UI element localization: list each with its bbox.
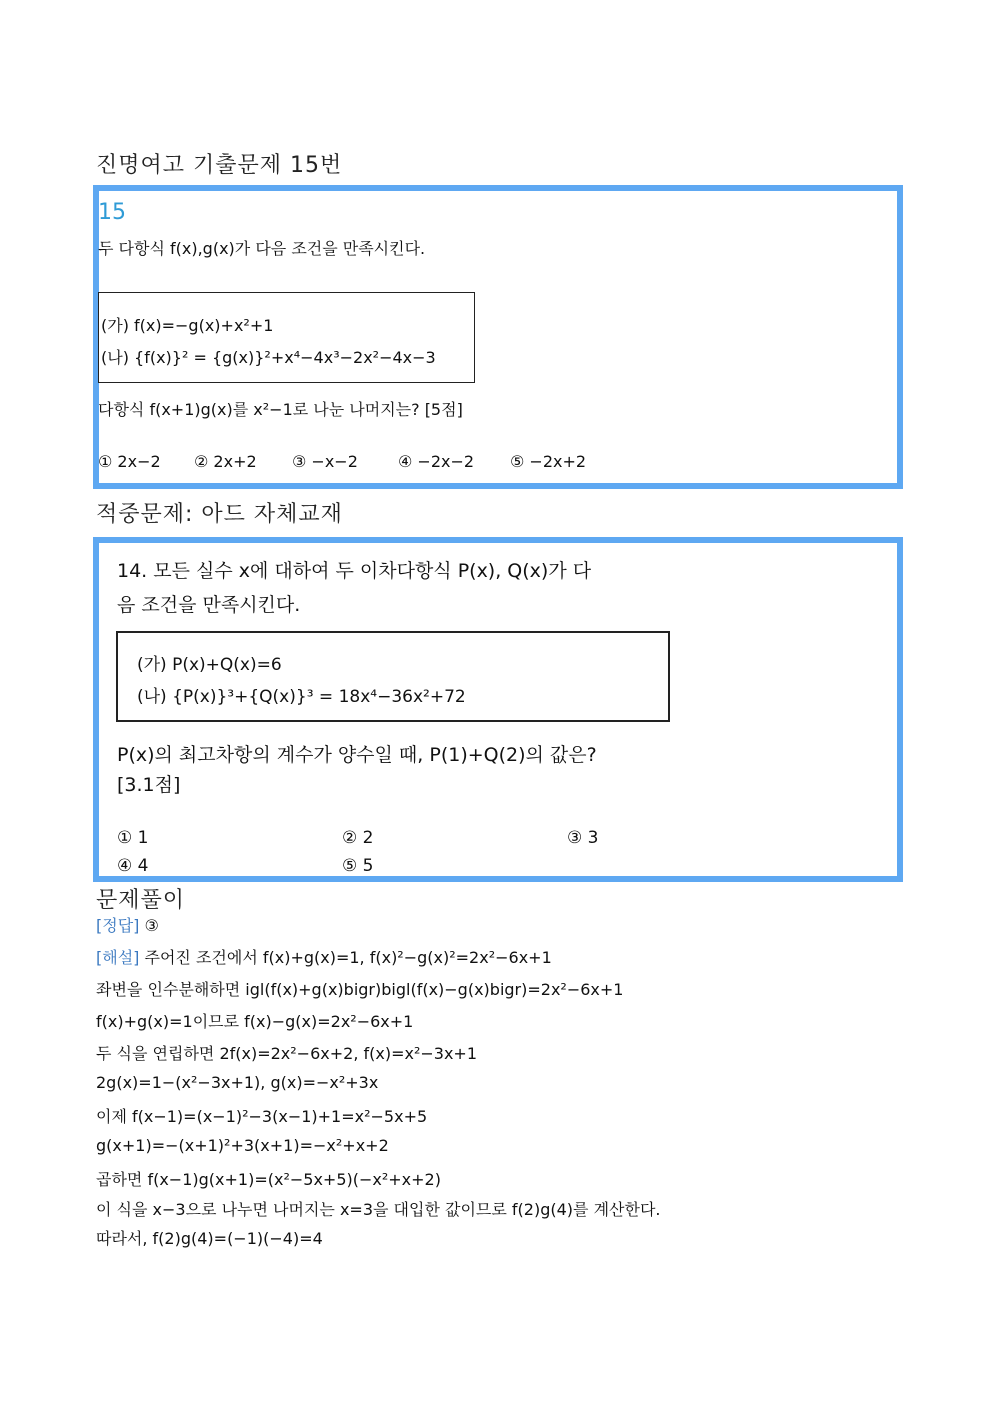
condition-a: (가) f(x)=−g(x)+x²+1: [101, 316, 274, 335]
answer-tag: [정답]: [96, 916, 140, 935]
choice-5[interactable]: ⑤ −2x+2: [510, 452, 587, 471]
choice-14-1[interactable]: ① 1: [117, 828, 149, 848]
choice-14-2[interactable]: ② 2: [342, 828, 374, 848]
choice-14-4[interactable]: ④ 4: [117, 856, 149, 876]
problem-14-line2: 음 조건을 만족시킨다.: [117, 594, 301, 616]
section-heading-1: 진명여고 기출문제 15번: [96, 153, 343, 178]
explanation-line-3: f(x)+g(x)=1이므로 f(x)−g(x)=2x²−6x+1: [96, 1012, 414, 1031]
explanation-line-7: g(x+1)=−(x+1)²+3(x+1)=−x²+x+2: [96, 1136, 389, 1155]
condition-b-14: (나) {P(x)}³+{Q(x)}³ = 18x⁴−36x²+72: [137, 687, 466, 707]
choice-1[interactable]: ① 2x−2: [98, 452, 161, 471]
explanation-line-8: 곱하면 f(x−1)g(x+1)=(x²−5x+5)(−x²+x+2): [96, 1170, 441, 1189]
solution-heading: 문제풀이: [96, 888, 186, 913]
explanation-line-5: 2g(x)=1−(x²−3x+1), g(x)=−x²+3x: [96, 1073, 379, 1092]
answer-value: ③: [144, 916, 159, 935]
condition-box: [98, 292, 475, 383]
choice-4[interactable]: ④ −2x−2: [398, 452, 475, 471]
problem-number: 15: [98, 200, 126, 225]
explanation-tag: [해설]: [96, 948, 140, 967]
explanation-line-10: 따라서, f(2)g(4)=(−1)(−4)=4: [96, 1229, 323, 1248]
problem-14-question: P(x)의 최고차항의 계수가 양수일 때, P(1)+Q(2)의 값은?: [117, 744, 597, 766]
condition-b: (나) {f(x)}² = {g(x)}²+x⁴−4x³−2x²−4x−3: [101, 348, 436, 367]
explanation-line-6: 이제 f(x−1)=(x−1)²−3(x−1)+1=x²−5x+5: [96, 1107, 428, 1126]
explanation-line-1: [96, 945, 552, 968]
explanation-line-2: 좌변을 인수분해하면 igl(f(x)+g(x)bigr)bigl(f(x)−g(x)bigr)=2x²−6x+1: [96, 980, 624, 999]
answer-line: [96, 913, 159, 936]
section-heading-2: 적중문제: 아드 자체교재: [96, 502, 343, 527]
explanation-text-1: 주어진 조건에서 f(x)+g(x)=1, f(x)²−g(x)²=2x²−6x+1: [144, 948, 552, 967]
condition-box-14: [116, 631, 670, 722]
choice-14-3[interactable]: ③ 3: [567, 828, 599, 848]
choice-14-5[interactable]: ⑤ 5: [342, 856, 374, 876]
explanation-line-4: 두 식을 연립하면 2f(x)=2x²−6x+2, f(x)=x²−3x+1: [96, 1044, 478, 1063]
condition-a-14: (가) P(x)+Q(x)=6: [137, 655, 282, 675]
choice-2[interactable]: ② 2x+2: [194, 452, 257, 471]
problem-14-line1: 14. 모든 실수 x에 대하여 두 이차다항식 P(x), Q(x)가 다: [117, 560, 592, 582]
choice-3[interactable]: ③ −x−2: [292, 452, 358, 471]
problem-intro: 두 다항식 f(x),g(x)가 다음 조건을 만족시킨다.: [98, 239, 426, 258]
problem-question: 다항식 f(x+1)g(x)를 x²−1로 나눈 나머지는? [5점]: [98, 400, 463, 419]
problem-14-points: [3.1점]: [117, 774, 181, 796]
explanation-line-9: 이 식을 x−3으로 나누면 나머지는 x=3을 대입한 값이므로 f(2)g(4)를 계산한다.: [96, 1200, 661, 1219]
